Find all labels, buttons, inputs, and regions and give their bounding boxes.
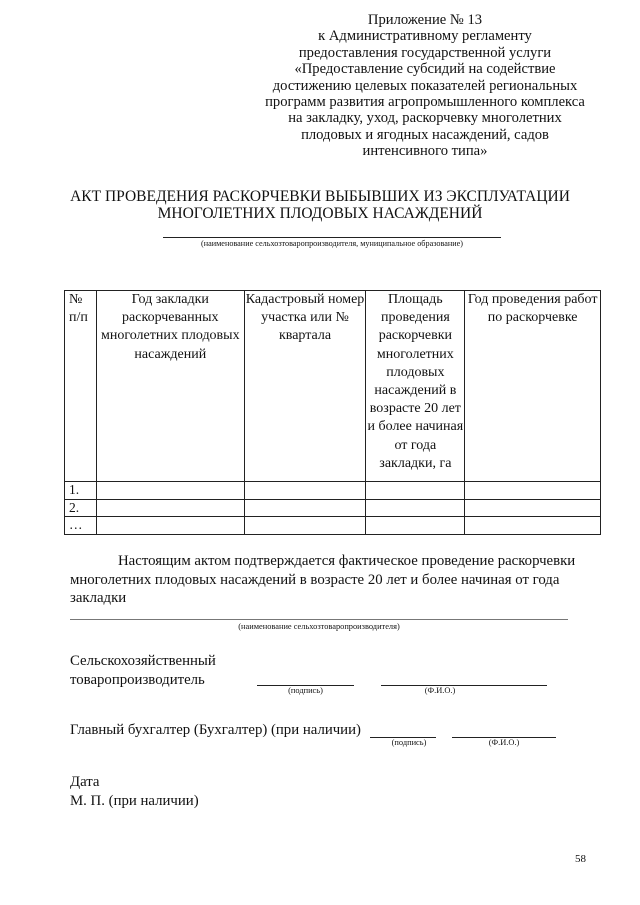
header-line: «Предоставление субсидий на содействие [294, 61, 556, 78]
producer-signature-caption: (подпись) [288, 686, 323, 695]
table-row [65, 499, 601, 517]
accountant-signature-label: Главный бухгалтер (Бухгалтер) (при наличии) [70, 722, 361, 738]
table-row [65, 482, 601, 500]
header-line: к Административному регламенту [318, 28, 532, 45]
table-cell [366, 499, 465, 517]
header-line: на закладку, уход, раскорчевку многолетних [288, 110, 562, 127]
accountant-signature-caption: (подпись) [391, 738, 427, 747]
producer-name-caption: (наименование сельхозтоваропроизводителя, муниципальное образование) [201, 239, 463, 248]
column-header-number: № п/п [65, 291, 97, 482]
table-header-row [65, 291, 601, 482]
table-cell [465, 482, 601, 500]
column-header-cadastral-number: Кадастровый номер участка или № квартала [244, 291, 366, 482]
stamp-label: М. П. (при наличии) [70, 792, 199, 809]
statement-line-3: закладки [70, 590, 127, 607]
producer-name-line [163, 237, 501, 238]
date-stamp-block [70, 773, 199, 810]
row-number: 1. [65, 482, 97, 500]
statement-line-1: Настоящим актом подтверждается фактическое проведение раскорчевки [118, 553, 576, 569]
table-cell [465, 517, 601, 535]
header-line: достижению целевых показателей региональных [272, 77, 578, 94]
table-cell [366, 517, 465, 535]
column-header-area: Площадь проведения раскорчевки многолетних плодовых насаждений в возрасте 20 лет и более начиная от года закладки, га [366, 291, 465, 482]
table-cell [96, 482, 244, 500]
table-cell [465, 499, 601, 517]
appendix-header [245, 12, 605, 160]
header-line: интенсивного типа» [362, 143, 488, 160]
statement-producer-caption: (наименование сельхозтоваропроизводителя) [238, 622, 400, 631]
statement-line-2: многолетних плодовых насаждений в возрасте 20 лет и более начиная от года [70, 571, 560, 588]
column-header-planting-year: Год закладки раскорчеванных многолетних плодовых насаждений [96, 291, 244, 482]
table-cell [96, 517, 244, 535]
table-cell [366, 482, 465, 500]
header-line: Приложение № 13 [367, 12, 483, 28]
producer-label-line-2: товаропроизводитель [70, 671, 205, 688]
statement-producer-line [70, 619, 568, 620]
document-title [40, 188, 600, 222]
producer-signature-label [70, 652, 216, 689]
header-line: программ развития агропромышленного комплекса [265, 94, 585, 111]
page-number: 58 [575, 853, 586, 865]
header-line: предоставления государственной услуги [298, 44, 552, 61]
row-number: 2. [65, 499, 97, 517]
table-cell [244, 499, 366, 517]
table-row [65, 517, 601, 535]
producer-name-caption: (Ф.И.О.) [424, 686, 456, 695]
title-line-2: МНОГОЛЕТНИХ ПЛОДОВЫХ НАСАЖДЕНИЙ [157, 205, 483, 222]
table-cell [96, 499, 244, 517]
date-label: Дата [70, 774, 100, 790]
table-cell [244, 517, 366, 535]
title-line-1: АКТ ПРОВЕДЕНИЯ РАСКОРЧЕВКИ ВЫБЫВШИХ ИЗ ЭКСПЛУАТАЦИИ [70, 188, 570, 205]
producer-label-line-1: Сельскохозяйственный [70, 653, 216, 669]
uprooting-table [64, 290, 601, 535]
header-line: плодовых и ягодных насаждений, садов [301, 126, 549, 143]
statement-paragraph [70, 552, 600, 608]
accountant-name-caption: (Ф.И.О.) [488, 738, 520, 747]
row-number: … [65, 517, 97, 535]
table-cell [244, 482, 366, 500]
column-header-uprooting-year: Год проведения работ по раскорчевке [465, 291, 601, 482]
